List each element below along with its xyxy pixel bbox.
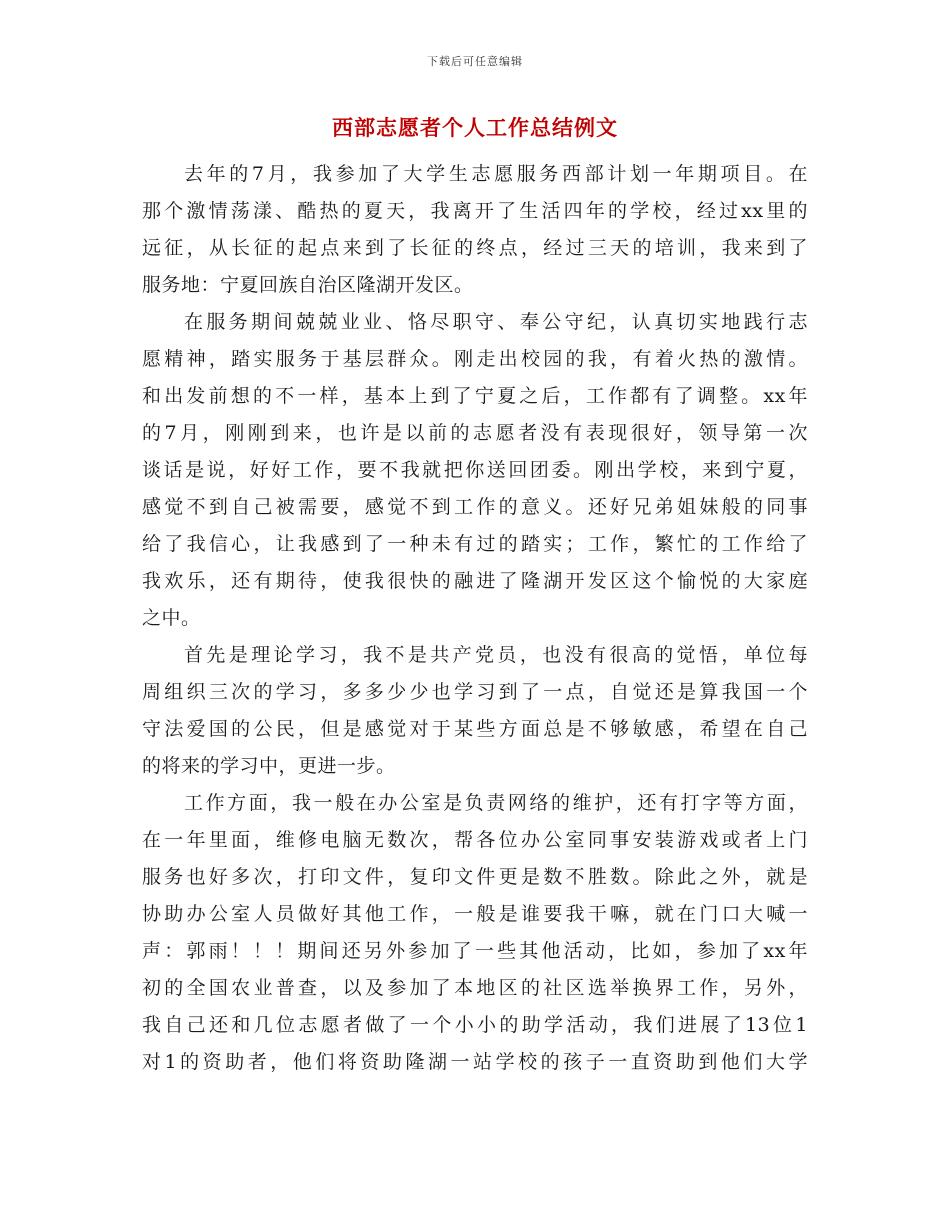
text-line: 在服务期间兢兢业业、恪尽职守、奉公守纪，认真切实地践行志: [184, 311, 808, 333]
text-line: 服务地：宁夏回族自治区隆湖开发区。: [142, 274, 474, 296]
text-line: 的7月，刚刚到来，也许是以前的志愿者没有表现很好，领导第一次: [142, 422, 808, 444]
text-line: 愿精神，踏实服务于基层群众。刚走出校园的我，有着火热的激情。: [142, 348, 808, 370]
text-line: 感觉不到自己被需要，感觉不到工作的意义。还好兄弟姐妹般的同事: [142, 496, 808, 518]
paragraph-3: [142, 637, 808, 785]
text-line: 对1的资助者，他们将资助隆湖一站学校的孩子一直资助到他们大学: [142, 1051, 808, 1073]
text-line: 去年的7月，我参加了大学生志愿服务西部计划一年期项目。在: [184, 163, 808, 185]
text-line: 的将来的学习中，更进一步。: [142, 755, 396, 777]
text-line: 和出发前想的不一样，基本上到了宁夏之后，工作都有了调整。xx年: [142, 385, 808, 407]
text-line: 协助办公室人员做好其他工作，一般是谁要我干嘛，就在门口大喊一: [142, 903, 808, 925]
text-line: 首先是理论学习，我不是共产党员，也没有很高的觉悟，单位每: [184, 644, 808, 666]
header-note: 下载后可任意编辑: [427, 55, 523, 68]
text-line: 那个激情荡漾、酷热的夏天，我离开了生活四年的学校，经过xx里的: [142, 200, 808, 222]
paragraph-4: [142, 785, 808, 1081]
paragraph-2: [142, 304, 808, 637]
text-line: 初的全国农业普查，以及参加了本地区的社区选举换界工作，另外，: [142, 977, 808, 999]
text-line: 之中。: [142, 607, 201, 629]
text-line: 守法爱国的公民，但是感觉对于某些方面总是不够敏感，希望在自己: [142, 718, 808, 740]
text-line: 周组织三次的学习，多多少少也学习到了一点，自觉还是算我国一个: [142, 681, 808, 703]
paragraph-1: [142, 156, 808, 304]
text-line: 在一年里面，维修电脑无数次，帮各位办公室同事安装游戏或者上门: [142, 829, 808, 851]
text-line: 服务也好多次，打印文件，复印文件更是数不胜数。除此之外，就是: [142, 866, 808, 888]
document-body: [142, 156, 808, 1081]
text-line: 我欢乐，还有期待，使我很快的融进了隆湖开发区这个愉悦的大家庭: [142, 570, 808, 592]
text-line: 谈话是说，好好工作，要不我就把你送回团委。刚出学校，来到宁夏，: [142, 459, 808, 481]
text-line: 远征，从长征的起点来到了长征的终点，经过三天的培训，我来到了: [142, 237, 808, 259]
text-line: 我自己还和几位志愿者做了一个小小的助学活动，我们进展了13位1: [142, 1014, 808, 1036]
text-line: 给了我信心，让我感到了一种未有过的踏实；工作，繁忙的工作给了: [142, 533, 808, 555]
text-line: 工作方面，我一般在办公室是负责网络的维护，还有打字等方面，: [184, 792, 808, 814]
text-line: 声：郭雨！！！期间还另外参加了一些其他活动，比如，参加了xx年: [142, 940, 808, 962]
document-title: 西部志愿者个人工作总结例文: [332, 115, 618, 140]
